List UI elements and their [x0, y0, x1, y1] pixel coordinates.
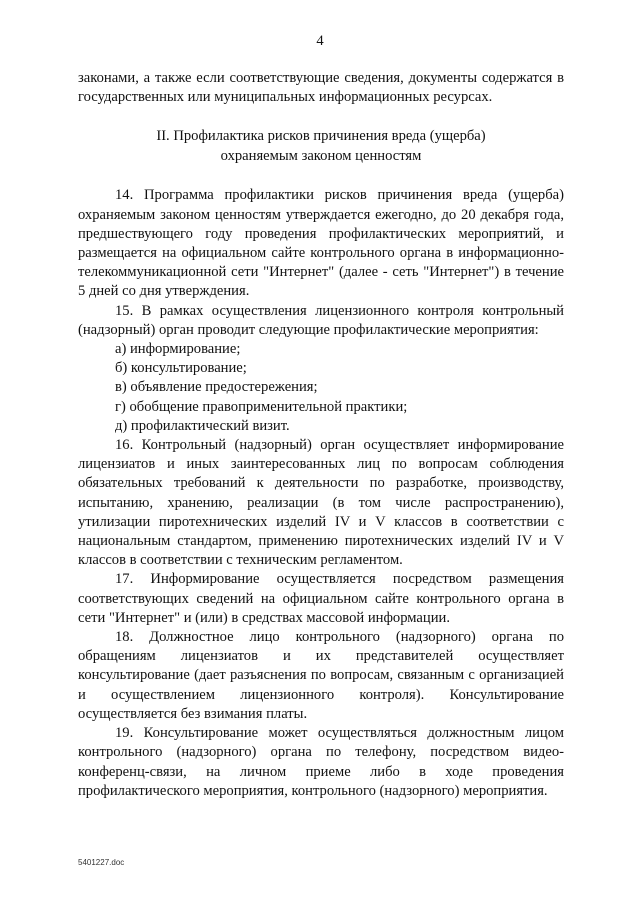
list-item: б) консультирование;	[115, 360, 247, 377]
paragraph-15: 15. В рамках осуществления лицензионного контроля контрольный (надзорный) орган проводит следующие профилактические мероприятия:	[78, 302, 564, 338]
paragraph-16: 16. Контрольный (надзорный) орган осуществляет информирование лицензиатов и иных заинтересованных лиц по вопросам соблюдения обязательных требований к деятельности по разработке, производству, испытанию, хранению, реализации (в том числе распространению), утилизации пиротехнических изделий IV и V классов в соответствии с национальным стандартом, применению пиротехнических изделий IV и V классов в соответствии с техническим регламентом.	[78, 437, 564, 569]
list-item: в) объявление предостережения;	[115, 379, 318, 396]
list-item: г) обобщение правоприменительной практики;	[115, 398, 408, 415]
section-heading	[78, 127, 564, 166]
document-body	[78, 69, 564, 801]
list-item: д) профилактический визит.	[115, 417, 290, 434]
continuation-paragraph: законами, а также если соответствующие сведения, документы содержатся в государственных или муниципальных информационных ресурсах.	[78, 70, 564, 106]
section-heading-line-1: II. Профилактика рисков причинения вреда (ущерба)	[156, 128, 486, 145]
page-number: 4	[316, 33, 324, 49]
file-name-footer: 5401227.doc	[78, 858, 125, 867]
list-item: а) информирование;	[115, 341, 241, 358]
paragraph-19: 19. Консультирование может осуществляться должностным лицом контрольного (надзорного) органа по телефону, посредством видео-конференц-связи, на личном приеме либо в ходе проведения профилактического мероприятия, контрольного (надзорного) мероприятия.	[78, 725, 564, 799]
paragraph-18: 18. Должностное лицо контрольного (надзорного) органа по обращениям лицензиатов и их представителей осуществляет консультирование (дает разъяснения по вопросам, связанным с организацией и осуществлением лицензионного контроля). Консультирование осуществляется без взимания платы.	[78, 629, 564, 722]
section-heading-line-2: охраняемым законом ценностям	[220, 147, 422, 164]
paragraph-17: 17. Информирование осуществляется посредством размещения соответствующих сведений на официальном сайте контрольного органа в сети "Интернет" и (или) в средствах массовой информации.	[78, 571, 564, 626]
paragraph-14: 14. Программа профилактики рисков причинения вреда (ущерба) охраняемым законом ценностям утверждается ежегодно, до 20 декабря года, предшествующего году проведения профилактических мероприятий, и размещается на официальном сайте контрольного органа в информационно-телекоммуникационной сети "Интернет" (далее - сеть "Интернет") в течение 5 дней со дня утверждения.	[78, 187, 564, 300]
